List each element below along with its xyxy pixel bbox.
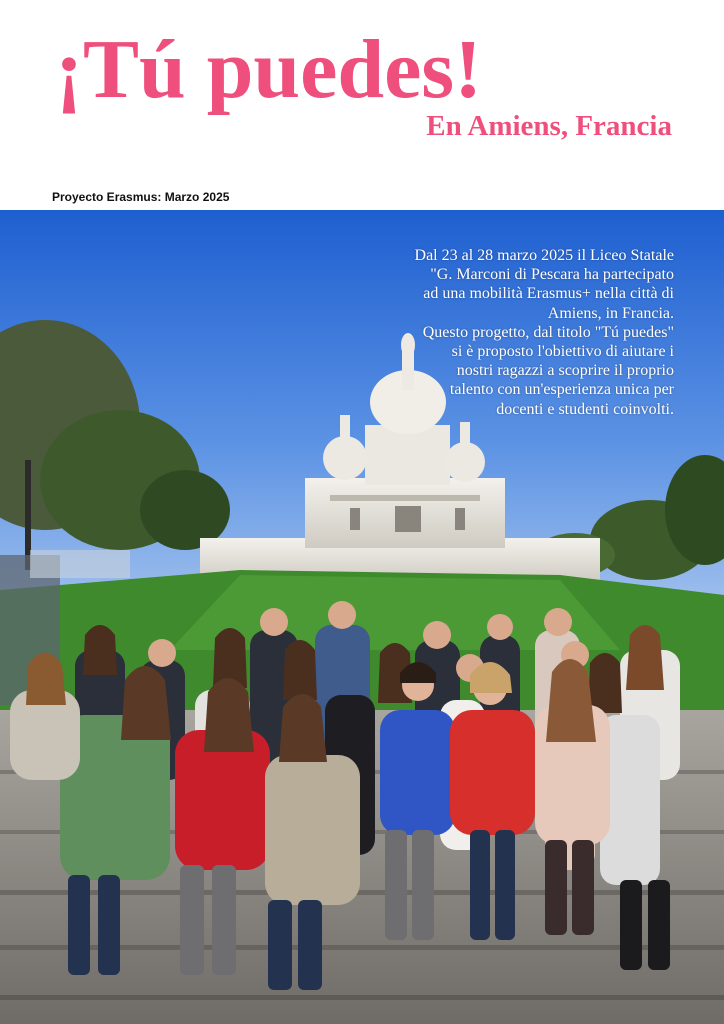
project-tag: Proyecto Erasmus: Marzo 2025 (52, 190, 230, 204)
caption-paragraph-1: Dal 23 al 28 marzo 2025 il Liceo Statale "G. Marconi di Pescara ha partecipato ad una mobilità Erasmus+ nella città di Amiens, in Francia. (414, 247, 674, 322)
intro-caption (414, 246, 674, 419)
page-title: ¡Tú puedes! (55, 23, 483, 116)
caption-paragraph-2: Questo progetto, dal titolo "Tú puedes" si è proposto l'obiettivo di aiutare i nostri ragazzi a scoprire il proprio talento con un'esperienza unica per docenti e studenti coinvolti. (422, 323, 674, 418)
blue-sweater (380, 710, 455, 835)
page-subtitle: En Amiens, Francia (426, 110, 672, 142)
header (0, 0, 724, 210)
